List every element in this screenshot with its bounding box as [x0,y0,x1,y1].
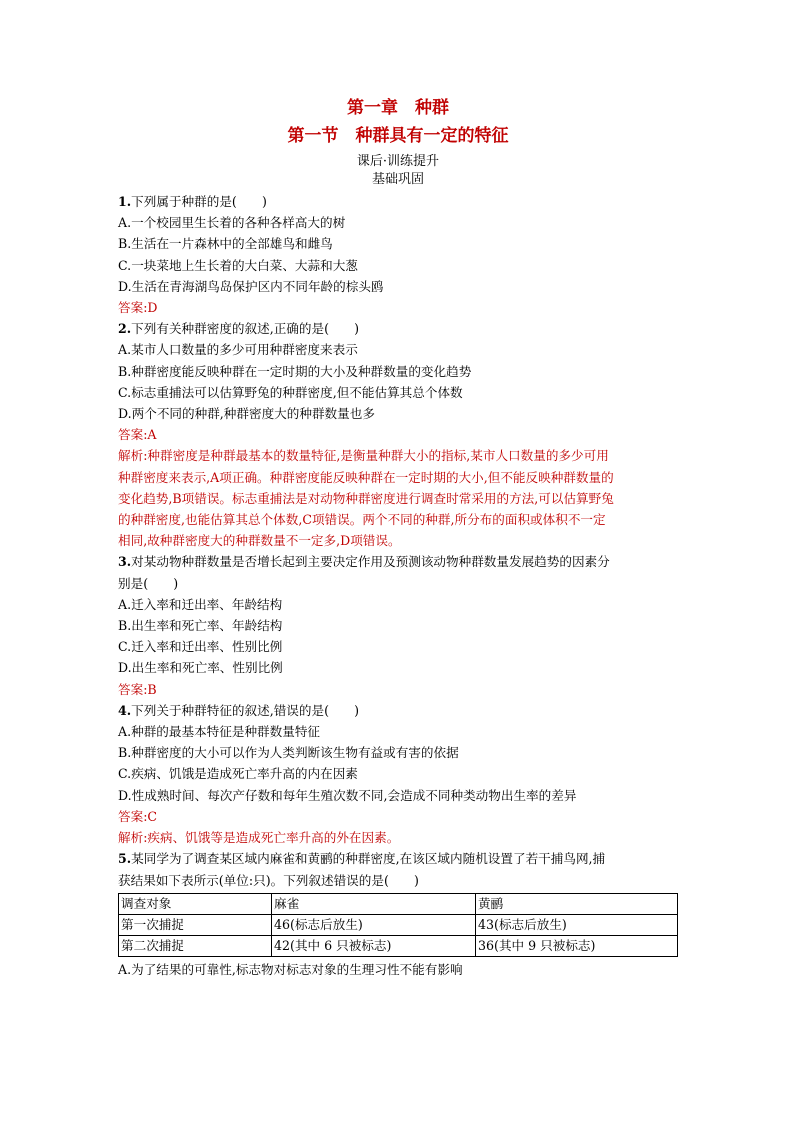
table-row [119,935,678,956]
q2-answer: 答案:A [118,427,157,443]
question-3-stem [118,551,678,572]
table-cell: 43(标志后放生) [476,914,678,935]
q1-option-c: C.一块菜地上生长着的大白菜、大蒜和大葱 [118,257,358,273]
q1-option-b: B.生活在一片森林中的全部雄鸟和雌鸟 [118,236,333,252]
q4-option-b: B.种群密度的大小可以作为人类判断该生物有益或有害的依据 [118,745,459,761]
question-2-stem [118,318,678,339]
question-3-stem-continued: 别是( ) [118,575,179,591]
q2-option-a: A.某市人口数量的多少可用种群密度来表示 [118,342,358,358]
table-row [119,914,678,935]
table-cell: 42(其中 6 只被标志) [272,935,476,956]
q3-option-d: D.出生率和死亡率、性别比例 [118,660,283,676]
question-5-stem-continued: 获结果如下表所示(单位:只)。下列叙述错误的是( ) [118,872,419,888]
capture-results-table [118,893,678,957]
q1-answer: 答案:D [118,300,158,316]
table-cell: 第二次捕捉 [119,935,272,956]
question-number: 5. [118,851,132,867]
chapter-title: 第一章 种群 [347,98,449,118]
q4-option-d: D.性成熟时间、每次产仔数和每年生殖次数不同,会造成不同种类动物出生率的差异 [118,787,577,803]
question-number: 4. [118,702,132,718]
q3-answer: 答案:B [118,681,157,697]
q1-option-a: A.一个校园里生长着的各种各样高大的树 [118,215,346,231]
subtitle-basic: 基础巩固 [371,172,424,187]
table-header-cell: 麻雀 [272,893,476,914]
table-cell: 36(其中 9 只被标志) [476,935,678,956]
question-number: 2. [118,321,132,337]
question-text: 对某动物种群数量是否增长起到主要决定作用及预测该动物种群数量发展趋势的因素分 [131,554,610,570]
q2-explanation-line: 相同,故种群密度大的种群数量不一定多,D项错误。 [118,533,401,549]
q5-option-a: A.为了结果的可靠性,标志物对标志对象的生理习性不能有影响 [118,961,463,977]
q2-option-c: C.标志重捕法可以估算野兔的种群密度,但不能估算其总个体数 [118,384,463,400]
table-cell: 46(标志后放生) [272,914,476,935]
q4-answer: 答案:C [118,808,158,824]
question-5-stem [118,848,678,869]
worksheet-page [118,96,678,980]
q4-explanation: 解析:疾病、饥饿等是造成死亡率升高的外在因素。 [118,830,400,846]
q3-option-a: A.迁入率和迁出率、年龄结构 [118,596,283,612]
q2-explanation-line: 的种群密度,也能估算其总个体数,C项错误。两个不同的种群,所分布的面积或体积不一定 [118,512,606,528]
q2-explanation-line: 种群密度来表示,A项正确。种群密度能反映种群在一定时期的大小,但不能反映种群数量的 [118,469,614,485]
question-number: 3. [118,554,132,570]
question-number: 1. [118,194,132,209]
q4-option-a: A.种群的最基本特征是种群数量特征 [118,724,321,740]
table-header-row [119,893,678,914]
table-cell: 第一次捕捉 [119,914,272,935]
q1-option-d: D.生活在青海湖鸟岛保护区内不同年龄的棕头鸥 [118,278,384,294]
question-text: 下列属于种群的是( ) [131,194,267,209]
q2-option-b: B.种群密度能反映种群在一定时期的大小及种群数量的变化趋势 [118,363,472,379]
question-text: 下列关于种群特征的叙述,错误的是( ) [131,702,360,718]
q2-option-d: D.两个不同的种群,种群密度大的种群数量也多 [118,406,375,422]
question-text: 下列有关种群密度的叙述,正确的是( ) [131,321,360,337]
table-header-cell: 调查对象 [119,893,272,914]
subtitle-practice: 课后·训练提升 [356,154,440,169]
question-4-stem [118,700,678,721]
table-header-cell: 黄鹂 [476,893,678,914]
q3-option-b: B.出生率和死亡率、年龄结构 [118,618,283,634]
q2-explanation-line: 变化趋势,B项错误。标志重捕法是对动物种群密度进行调查时常采用的方法,可以估算野兔 [118,490,614,506]
section-title: 第一节 种群具有一定的特征 [287,126,509,146]
q2-explanation-line: 解析:种群密度是种群最基本的数量特征,是衡量种群大小的指标,某市人口数量的多少可用 [118,448,609,464]
q3-option-c: C.迁入率和迁出率、性别比例 [118,639,283,655]
question-text: 某同学为了调查某区域内麻雀和黄鹂的种群密度,在该区域内随机设置了若干捕鸟网,捕 [131,851,606,867]
question-1-stem [118,191,678,212]
q4-option-c: C.疾病、饥饿是造成死亡率升高的内在因素 [118,766,358,782]
